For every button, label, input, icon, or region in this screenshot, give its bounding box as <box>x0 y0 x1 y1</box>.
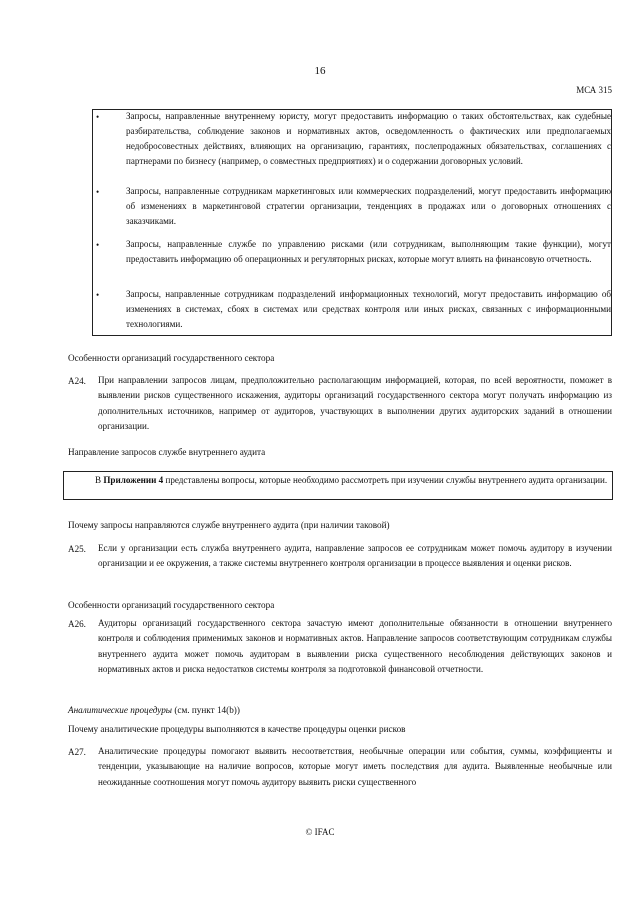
document-code: МСА 315 <box>576 85 612 95</box>
section-heading-analytical <box>68 705 240 715</box>
section-heading: Особенности организаций государственного сектора <box>68 600 275 610</box>
appendix-note-text <box>68 474 608 487</box>
section-heading: Почему запросы направляются службе внутреннего аудита (при наличии таковой) <box>68 520 390 530</box>
paragraph-number: A26. <box>68 619 86 629</box>
paragraph-a24: При направлении запросов лицам, предположительно располагающим информацией, которая, по всей вероятности, поможет в выявлении рисков существенного искажения, аудиторы организаций государственного сектора могут получать информацию из дополнительных источников, например от аудиторов, участвующих в выполнении других аудиторских заданий в отношении организации. <box>98 375 612 431</box>
page-number: 16 <box>314 65 326 77</box>
bullet-item-marketing: Запросы, направленные сотрудникам маркетинговых или коммерческих подразделений, могут предоставить информацию об изменениях в маркетинговой стратегии организации, тенденциях в продажах или о договорных отношениях с заказчиками. <box>126 186 611 226</box>
paragraph-number: A27. <box>68 747 86 757</box>
bullet-marker: • <box>96 112 100 122</box>
paragraph-number: A24. <box>68 376 86 386</box>
heading-italic: Аналитические процедуры <box>68 705 173 715</box>
paragraph-a25: Если у организации есть служба внутреннего аудита, направление запросов ее сотрудникам может помочь аудитору в изучении организации и ее окружения, а также системы внутреннего контроля организации в процессе выявления и оценки рисков. <box>98 543 612 569</box>
section-heading: Особенности организаций государственного сектора <box>68 353 275 363</box>
section-heading: Направление запросов службе внутреннего аудита <box>68 447 266 457</box>
note-bold: Приложении 4 <box>103 475 164 485</box>
note-post: представлены вопросы, которые необходимо рассмотреть при изучении службы внутреннего аудита организации. <box>163 475 608 485</box>
paragraph-number: A25. <box>68 544 86 554</box>
bullet-item-legal: Запросы, направленные внутреннему юристу, могут предоставить информацию о таких обстоятельствах, как судебные разбирательства, соблюдение законов и нормативных актов, осведомленность о фактических или предполагаемых недобросовестных действиях, влияющих на организацию, гарантиях, послепродажных обязательствах, соглашениях с партнерами по бизнесу (например, о совместных предприятиях) и о содержании договорных условий. <box>126 111 611 166</box>
heading-ref: (см. пункт 14(b)) <box>172 705 240 715</box>
footer-copyright: © IFAC <box>305 827 335 837</box>
bullet-marker: • <box>96 290 100 300</box>
paragraph-a26: Аудиторы организаций государственного сектора зачастую имеют дополнительные обязанности в отношении внутреннего контроля и соблюдения применимых законов и нормативных актов. Направление запросов соответствующим сотрудникам службы внутреннего аудита может помочь аудиторам в выявлении риска существенного несоблюдения действующих законов и нормативных актов и риска недостатков системы контроля за подготовкой финансовой отчетности. <box>98 618 612 674</box>
note-pre: В <box>95 475 104 485</box>
bullet-marker: • <box>96 240 100 250</box>
section-heading: Почему аналитические процедуры выполняются в качестве процедуры оценки рисков <box>68 724 406 734</box>
bullet-item-it: Запросы, направленные сотрудникам подразделений информационных технологий, могут предоставить информацию об изменениях в системах, сбоях в системах или средствах контроля или иных рисках, связанных с информационными технологиями. <box>126 289 611 329</box>
bullet-marker: • <box>96 187 100 197</box>
bullet-item-risk: Запросы, направленные службе по управлению рисками (или сотрудникам, выполняющим такие функции), могут предоставить информацию об операционных и регуляторных рисках, которые могут влиять на финансовую отчетность. <box>126 239 611 264</box>
paragraph-a27: Аналитические процедуры помогают выявить несоответствия, необычные операции или события, суммы, коэффициенты и тенденции, указывающие на наличие вопросов, которые могут иметь последствия для аудита. Выявленные необычные или неожиданные соотношения могут помочь аудитору выявить риски существенного <box>98 746 612 787</box>
